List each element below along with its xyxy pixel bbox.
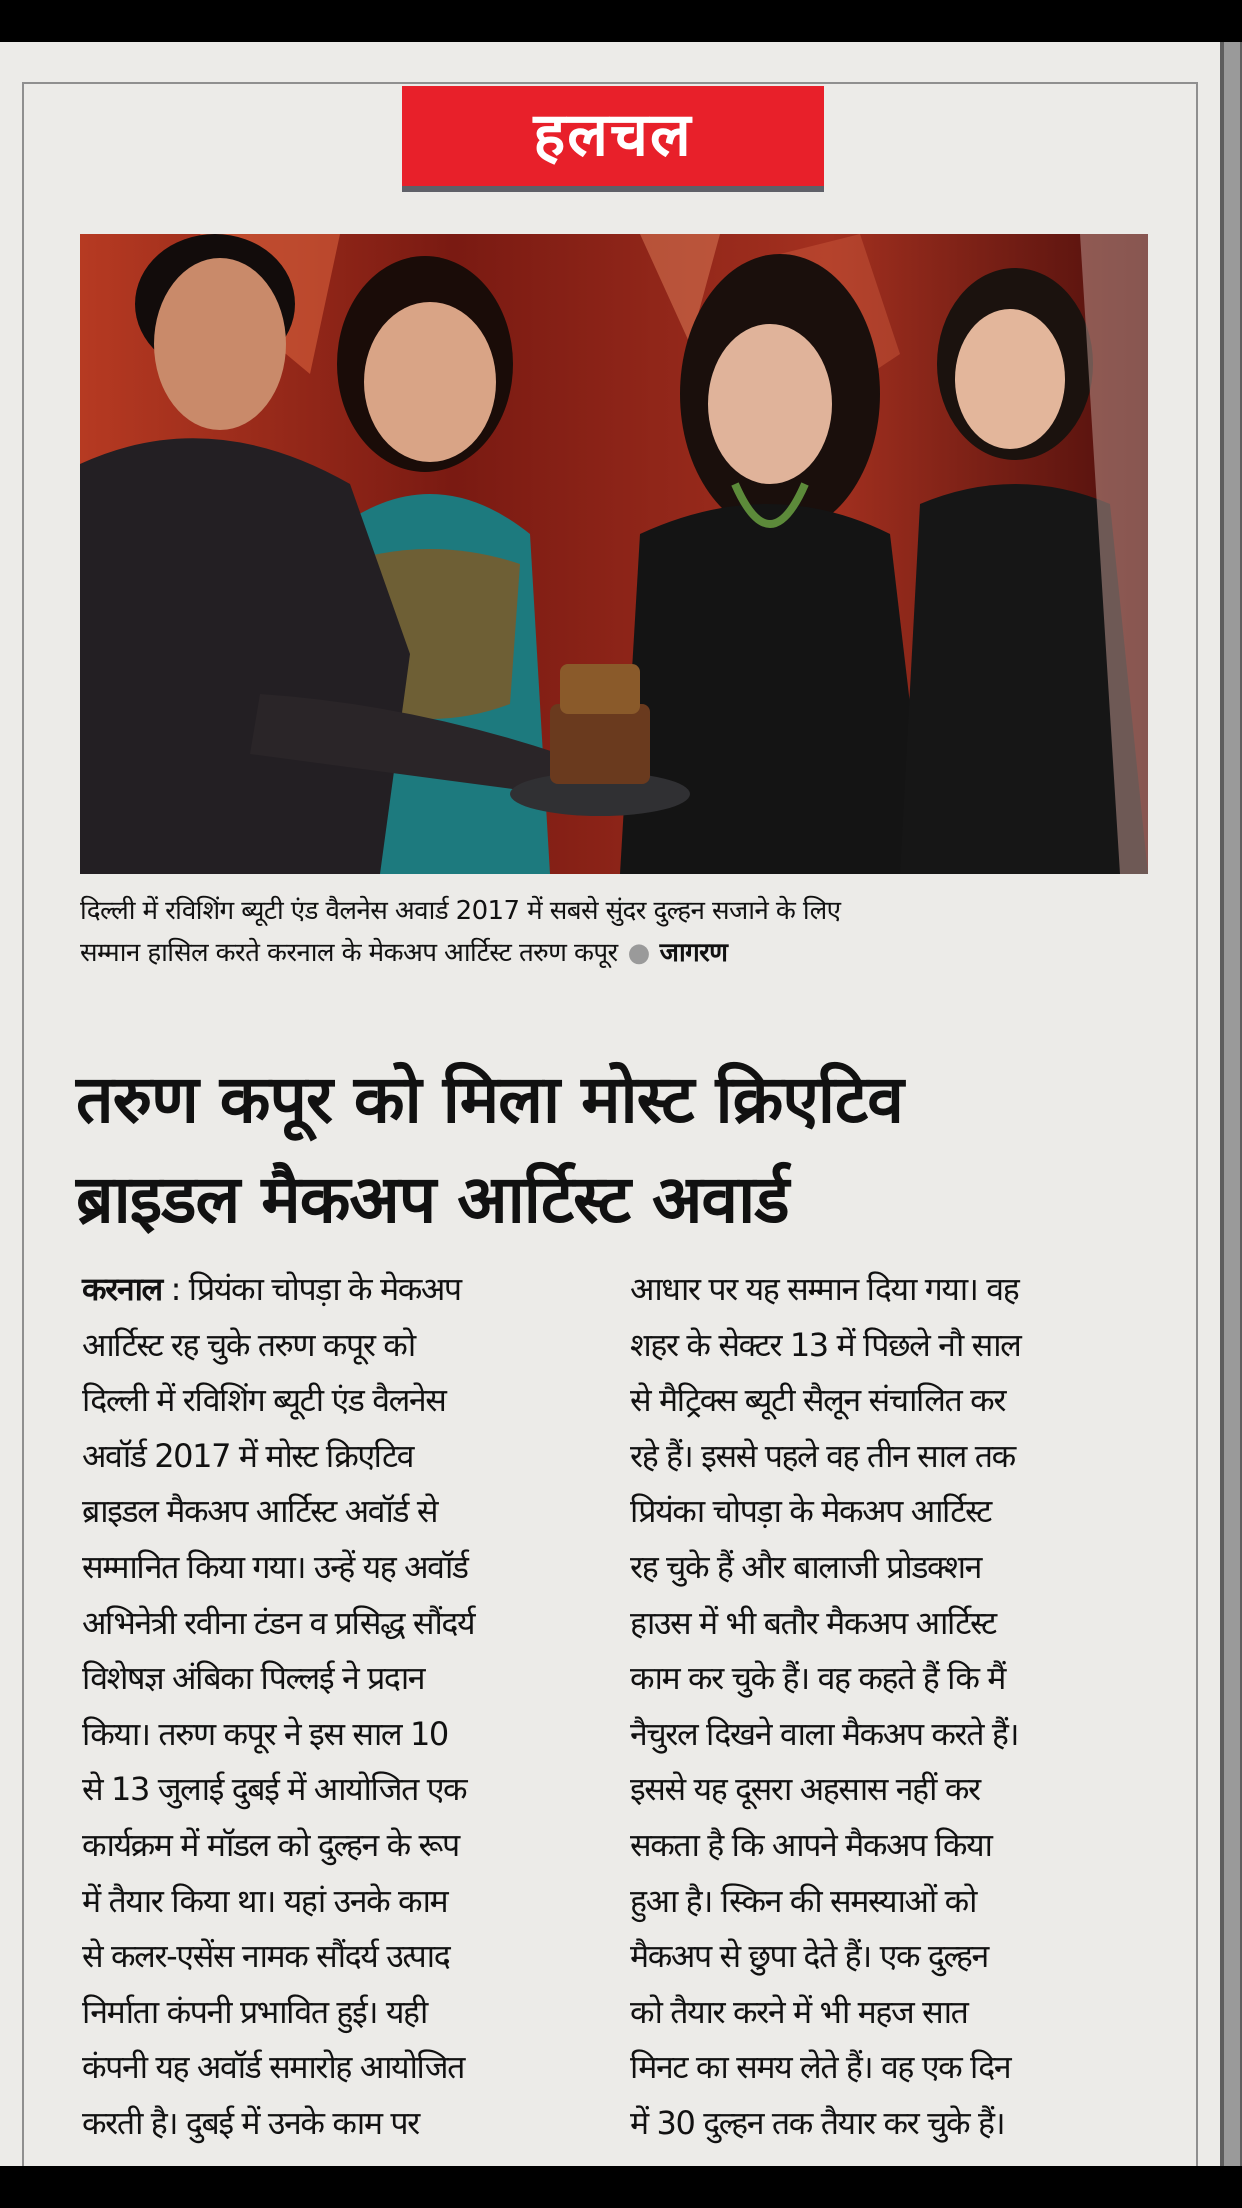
article-column-left [82,1262,612,2152]
headline [76,1050,1176,1250]
article-line: काम कर चुके हैं। वह कहते हैं कि मैं [630,1659,1006,1698]
article-line: निर्माता कंपनी प्रभावित हुई। यही [82,1992,427,2031]
top-black-bar [0,0,1242,42]
article-line: में तैयार किया था। यहां उनके काम [82,1881,448,1920]
article-line: प्रियंका चोपड़ा के मेकअप आर्टिस्ट [630,1492,991,1531]
article-line: रह चुके हैं और बालाजी प्रोडक्शन [630,1547,982,1586]
article-line: दिल्ली में रविशिंग ब्यूटी एंड वैलनेस [82,1381,446,1420]
article-line: रहे हैं। इससे पहले वह तीन साल तक [630,1436,1015,1475]
article-column-right [630,1262,1160,2152]
caption-line-2-text: सम्मान हासिल करते करनाल के मेकअप आर्टिस्ट तरुण कपूर [80,938,618,968]
section-label: हलचल [402,86,824,192]
article-line-text: प्रियंका चोपड़ा के मेकअप [188,1270,461,1308]
article-line: कंपनी यह अवॉर्ड समारोह आयोजित [82,2048,464,2087]
bottom-black-bar [0,2166,1242,2208]
article-line: सम्मानित किया गया। उन्हें यह अवॉर्ड [82,1547,468,1586]
dateline-separator: : [161,1270,189,1308]
caption-line-2 [80,932,1160,974]
article-line: को तैयार करने में भी महज सात [630,1992,968,2031]
caption-separator: ● [627,938,650,968]
article-line: ब्राइडल मैकअप आर्टिस्ट अवॉर्ड से [82,1492,438,1531]
photo-caption [80,890,1160,974]
article-line: कार्यक्रम में मॉडल को दुल्हन के रूप [82,1825,459,1864]
article-line: हाउस में भी बतौर मैकअप आर्टिस्ट [630,1603,996,1642]
headline-line-2: ब्राइडल मैकअप आर्टिस्ट अवार्ड [76,1161,789,1238]
article-line: विशेषज्ञ अंबिका पिल्लई ने प्रदान [82,1659,425,1698]
award-photo-illustration [80,234,1148,874]
award-photo [80,234,1148,874]
article-line: मिनट का समय लेते हैं। वह एक दिन [630,2048,1011,2087]
article-line: करती है। दुबई में उनके काम पर [82,2103,419,2142]
article-line: से 13 जुलाई दुबई में आयोजित एक [82,1770,467,1809]
headline-line-1: तरुण कपूर को मिला मोस्ट क्रिएटिव [76,1061,903,1138]
article-line: हुआ है। स्किन की समस्याओं को [630,1881,977,1920]
page-edge-strip [1220,42,1242,2166]
article-line [82,1262,612,1318]
article-line: आर्टिस्ट रह चुके तरुण कपूर को [82,1325,415,1364]
article-line: नैचुरल दिखने वाला मैकअप करते हैं। [630,1714,1019,1753]
article-line: किया। तरुण कपूर ने इस साल 10 [82,1714,448,1753]
article-line: अवॉर्ड 2017 में मोस्ट क्रिएटिव [82,1436,414,1475]
article-line: आधार पर यह सम्मान दिया गया। वह [630,1270,1019,1308]
article-line: इससे यह दूसरा अहसास नहीं कर [630,1770,980,1809]
newspaper-clipping [0,42,1220,2166]
caption-line-1: दिल्ली में रविशिंग ब्यूटी एंड वैलनेस अवार्ड 2017 में सबसे सुंदर दुल्हन सजाने के लिए [80,896,841,926]
article-line: शहर के सेक्टर 13 में पिछले नौ साल [630,1325,1021,1364]
dateline: करनाल [82,1270,162,1308]
article-line: सकता है कि आपने मैकअप किया [630,1825,992,1864]
photo-credit: जागरण [659,938,728,968]
article-line: से मैट्रिक्स ब्यूटी सैलून संचालित कर [630,1381,1006,1420]
article-line: अभिनेत्री रवीना टंडन व प्रसिद्ध सौंदर्य [82,1603,475,1642]
article-line: मैकअप से छुपा देते हैं। एक दुल्हन [630,1937,988,1976]
article-line: से कलर-एसेंस नामक सौंदर्य उत्पाद [82,1937,450,1976]
article-line: में 30 दुल्हन तक तैयार कर चुके हैं। [630,2103,1005,2142]
